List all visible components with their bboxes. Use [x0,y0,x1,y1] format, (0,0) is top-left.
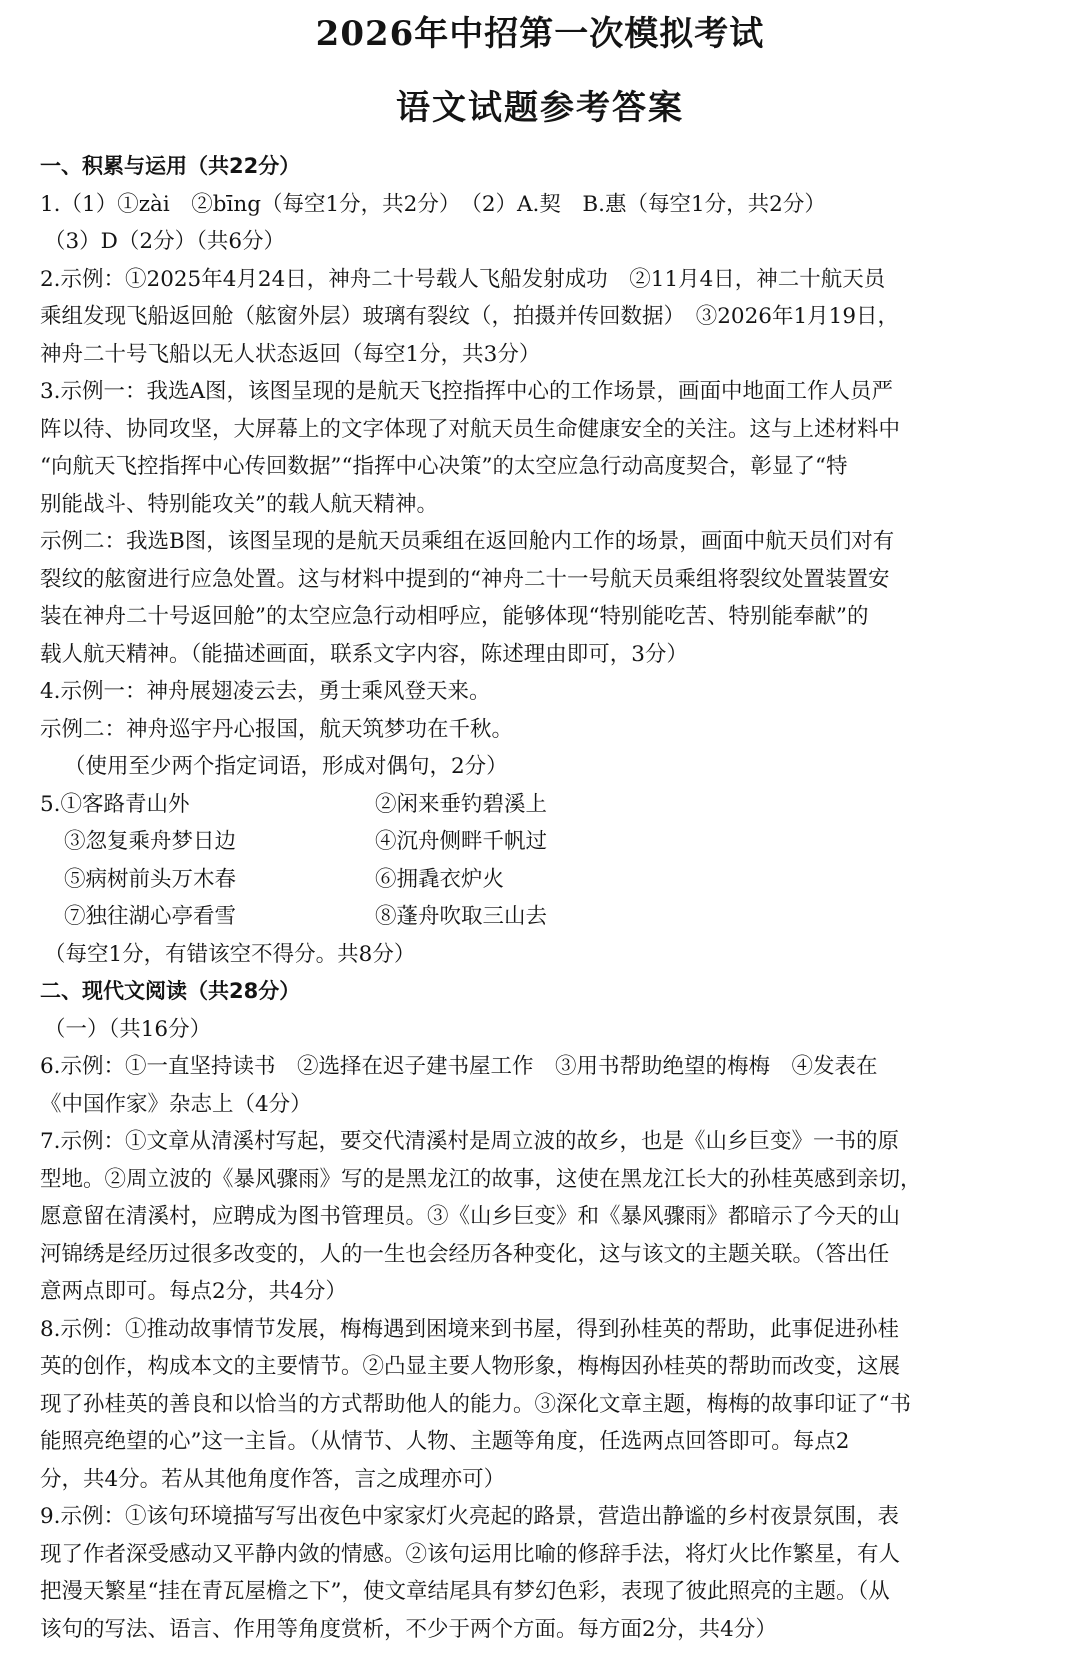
q5-row3 [40,861,1040,899]
q5-item5: ⑤病树前头万木春 [64,866,237,892]
q5-item4: ④沉舟侧畔千帆过 [375,829,548,854]
q3-line8: 载人航天精神。（能描述画面，联系文字内容，陈述理由即可，3分） [40,641,688,667]
q6-line2: 《中国作家》杂志上（4分） [40,1091,312,1117]
q4-line2: 示例二：神舟巡宇丹心报国，航天筑梦功在千秋。 [40,716,514,742]
q1-line2: （3）D（2分）（共6分） [44,229,286,254]
q9-line2: 现了作者深受感动又平静内敛的情感。②该句运用比喻的修辞手法，将灯火比作繁星，有人 [40,1541,901,1567]
q2-line1: 2.示例：①2025年4月24日，神舟二十号载人飞船发射成功 ②11月4日，神二十航天员 [40,266,886,292]
q7-line2: 型地。②周立波的《暴风骤雨》写的是黑龙江的故事，这使在黑龙江长大的孙桂英感到亲切， [40,1166,922,1192]
section-heading-2: 二、现代文阅读（共28分） [40,979,301,1003]
q5-item8: ⑧蓬舟吹取三山去 [375,904,548,929]
subsection-heading-1: （一）（共16分） [44,1016,212,1042]
q2-line3: 神舟二十号飞船以无人状态返回（每空1分，共3分） [40,341,541,367]
q3-line3: “向航天飞控指挥中心传回数据”“指挥中心决策”的太空应急行动高度契合，彰显了“特 [40,454,848,479]
q1-line1: 1.（1）①zài ②bīng（每空1分，共2分） （2）A.契 B.惠（每空1分，共2分） [40,191,826,217]
q5-note: （每空1分，有错该空不得分。共8分） [44,941,416,967]
q3-line2: 阵以待、协同攻坚，大屏幕上的文字体现了对航天员生命健康安全的关注。这与上述材料中 [40,416,901,442]
q4-line1: 4.示例一：神舟展翅凌云去，勇士乘风登天来。 [40,679,491,704]
q3-line7: 装在神舟二十号返回舱”的太空应急行动相呼应，能够体现“特别能吃苦、特别能奉献”的 [40,604,869,629]
q5-item2: ②闲来垂钓碧溪上 [375,791,548,817]
q8-line5: 分，共4分。若从其他角度作答，言之成理亦可） [40,1466,506,1492]
q6-line1: 6.示例：①一直坚持读书 ②选择在迟子建书屋工作 ③用书帮助绝望的梅梅 ④发表在 [40,1054,878,1079]
q5-row4 [40,898,1040,936]
q5-row1 [40,786,1040,824]
answer-content [40,148,1040,1648]
q8-line1: 8.示例：①推动故事情节发展，梅梅遇到困境来到书屋，得到孙桂英的帮助，此事促进孙桂 [40,1316,900,1342]
q9-line1: 9.示例：①该句环境描写写出夜色中家家灯火亮起的路景，营造出静谧的乡村夜景氛围，表 [40,1504,900,1529]
q5-item3: ③忽复乘舟梦日边 [64,829,237,854]
q3-line5: 示例二：我选B图，该图呈现的是航天员乘组在返回舱内工作的场景，画面中航天员们对有 [40,529,895,554]
q7-line1: 7.示例：①文章从清溪村写起，要交代清溪村是周立波的故乡，也是《山乡巨变》一书的原 [40,1129,900,1154]
q4-line3: （使用至少两个指定词语，形成对偶句，2分） [64,754,508,779]
q5-item6: ⑥拥毳衣炉火 [375,866,505,892]
exam-title: 2026年中招第一次模拟考试 [315,14,765,54]
q3-line1: 3.示例一：我选A图，该图呈现的是航天飞控指挥中心的工作场景，画面中地面工作人员严 [40,379,894,404]
q9-line4: 该句的写法、语言、作用等角度赏析，不少于两个方面。每方面2分，共4分） [40,1616,777,1642]
q7-line5: 意两点即可。每点2分，共4分） [40,1279,347,1304]
answer-key-title: 语文试题参考答案 [396,88,684,128]
q3-line4: 别能战斗、特别能攻关”的载人航天精神。 [40,491,438,517]
q7-line3: 愿意留在清溪村，应聘成为图书管理员。③《山乡巨变》和《暴风骤雨》都暗示了今天的山 [40,1204,901,1229]
q3-line6: 裂纹的舷窗进行应急处置。这与材料中提到的“神舟二十一号航天员乘组将裂纹处置装置安 [40,566,890,592]
q9-line3: 把漫天繁星“挂在青瓦屋檐之下”，使文章结尾具有梦幻色彩，表现了彼此照亮的主题。（从 [40,1579,890,1604]
q8-line2: 英的创作，构成本文的主要情节。②凸显主要人物形象，梅梅因孙桂英的帮助而改变，这展 [40,1354,901,1379]
q7-line4: 河锦绣是经历过很多改变的，人的一生也会经历各种变化，这与该文的主题关联。（答出任 [40,1241,890,1267]
q5-item1: 5.①客路青山外 [40,791,190,817]
q8-line3: 现了孙桂英的善良和以恰当的方式帮助他人的能力。③深化文章主题，梅梅的故事印证了“书 [40,1391,911,1417]
section-heading-1: 一、积累与运用（共22分） [40,154,301,178]
q8-line4: 能照亮绝望的心”这一主旨。（从情节、人物、主题等角度，任选两点回答即可。每点2 [40,1429,850,1454]
q2-line2: 乘组发现飞船返回舱（舷窗外层）玻璃有裂纹（，拍摄并传回数据） ③2026年1月19日， [40,304,900,329]
q5-item7: ⑦独往湖心亭看雪 [64,904,237,929]
q5-row2 [40,823,1040,861]
